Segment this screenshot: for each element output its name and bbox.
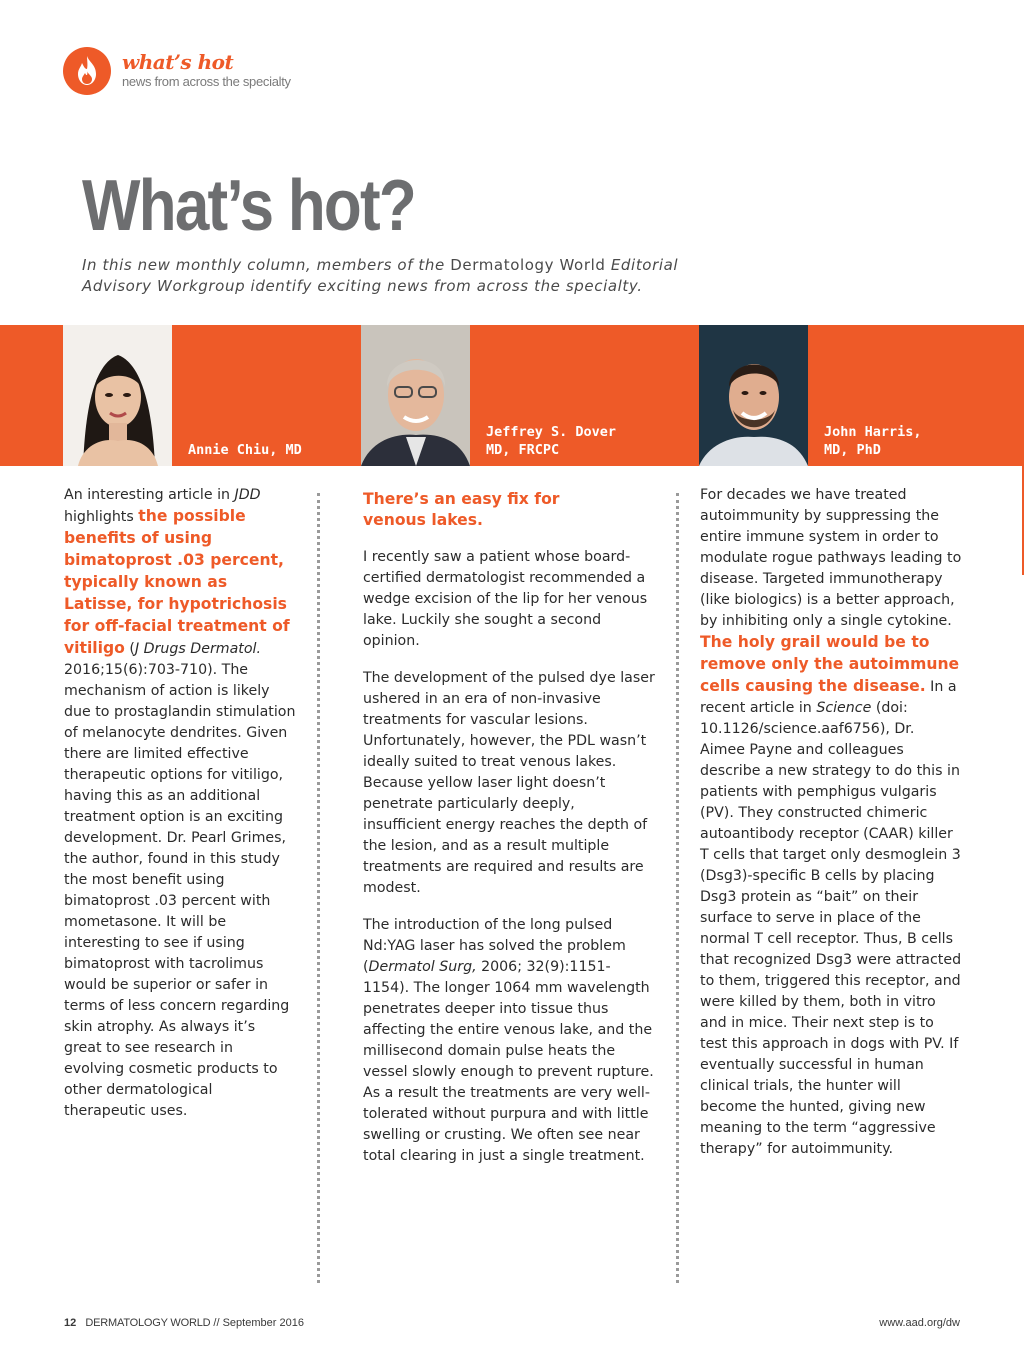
column-jeffrey-dover [363,489,655,1167]
col3-highlight: The holy grail would be to remove only the autoimmune cells causing the disease. [700,633,960,695]
col3-paragraph: For decades we have treated autoimmunity by suppressing the entire immune system in order to modulate rogue pathways leading to disease. Targeted immunotherapy (like biologics) is a better approach, by inhibiting only a single cytokine. The holy grail would be to remove only the autoimmune cells causing the disease. In a recent article in Science (doi: 10.1126/science.aaf6756), Dr. Aimee Payne and colleagues describe a new strategy to do this in patients with pemphigus vulgaris (PV). They constructed chimeric autoantibody receptor (CAAR) killer T cells that target only desmoglein 3 (Dsg3)-specific B cells by placing Dsg3 protein as “bait” on their surface to serve in place of the normal T cell receptor. Thus, B cells that recognized Dsg3 were attracted to them, triggered this receptor, and were killed by them, both in vitro and in mice. Their next step is to test this approach in dogs with PV. If eventually successful in human clinical trials, the hunter will become the hunted, giving new meaning to the term “aggressive therapy” for autoimmunity. [700,487,962,1157]
col2-paragraph-2: The development of the pulsed dye laser ushered in an era of non-invasive treatments for vascular lesions. Unfortunately, however, the PDL wasn’t ideally suited to treat venous lakes. Because yellow laser light doesn’t penetrate particularly deeply, insufficient energy reaches the depth of the lesion, and as a result multiple treatments are required and results are modest. [363,670,655,896]
intro-part1: In this new monthly column, members of the [82,256,451,274]
flame-logo [63,47,111,95]
author-photo-jeffrey-dover [361,325,470,466]
column-john-harris [700,485,962,1160]
column-divider [676,493,679,1283]
masthead-title: what’s hot [122,50,234,74]
col1-paragraph: An interesting article in JDD highlights the possible benefits of using bimatoprost .03 percent, typically known as Latisse, for hypotrichosis for off-facial treatment of vitiligo (J Drugs Dermatol. 2016;15(6):703-710). The mechanism of action is likely due to prostaglandin stimulation of melanocyte dendrites. Given there are limited effective therapeutic options for vitiligo, having this as an additional treatment option is an exciting development. Dr. Pearl Grimes, the author, found in this study the most benefit using bimatoprost .03 percent with mometasone. It will be interesting to see if using bimatoprost with tacrolimus would be superior or safer in terms of less concern regarding skin atrophy. As always it’s great to see research in evolving cosmetic products to other dermatological therapeutic uses. [64,487,296,1119]
col2-paragraph-3: The introduction of the long pulsed Nd:YAG laser has solved the problem (Dermatol Surg, 2006; 32(9):1151-1154). The longer 1064 mm wavelength penetrates deeper into tissue thus affecting the entire venous lake, and the millisecond domain pulse heats the vessel slowly enough to prevent rupture. As a result the treatments are very well-tolerated without purpura and with little swelling or crusting. We often see near total clearing in just a single treatment. [363,917,654,1164]
author-name-jeffrey-dover: Jeffrey S. Dover MD, FRCPC [486,424,617,458]
author-photo-john-harris [699,325,808,466]
intro-text [82,255,722,297]
author-name-john-harris: John Harris, MD, PhD [824,424,922,458]
author-photo-annie-chiu [63,325,172,466]
author-name-annie-chiu: Annie Chiu, MD [188,442,302,458]
footer-url[interactable]: www.aad.org/dw [879,1317,960,1329]
masthead-subtitle: news from across the specialty [122,74,291,89]
footer-left [64,1317,304,1329]
page-number: 12 [64,1317,77,1329]
footer-issue: // September 2016 [210,1317,304,1329]
flame-icon [63,47,111,95]
page-title: What’s hot? [82,166,416,246]
column-divider [317,493,320,1283]
intro-magazine: Dermatology World [450,256,606,274]
col1-highlight: the possible benefits of using bimatoprost .03 percent, typically known as Latisse, for hypotrichosis for off-facial treatment of vitiligo [64,507,290,657]
col2-paragraph-1: I recently saw a patient whose board-certified dermatologist recommended a wedge excision of the lip for her venous lake. Luckily she sought a second opinion. [363,549,648,649]
intro-part2: Editorial Advisory Workgroup identify exciting news from across the specialty. [82,256,679,295]
footer-magazine: DERMATOLOGY WORLD [85,1317,211,1329]
column-annie-chiu [64,485,296,1122]
col2-heading: There’s an easy fix for venous lakes. [363,490,560,529]
